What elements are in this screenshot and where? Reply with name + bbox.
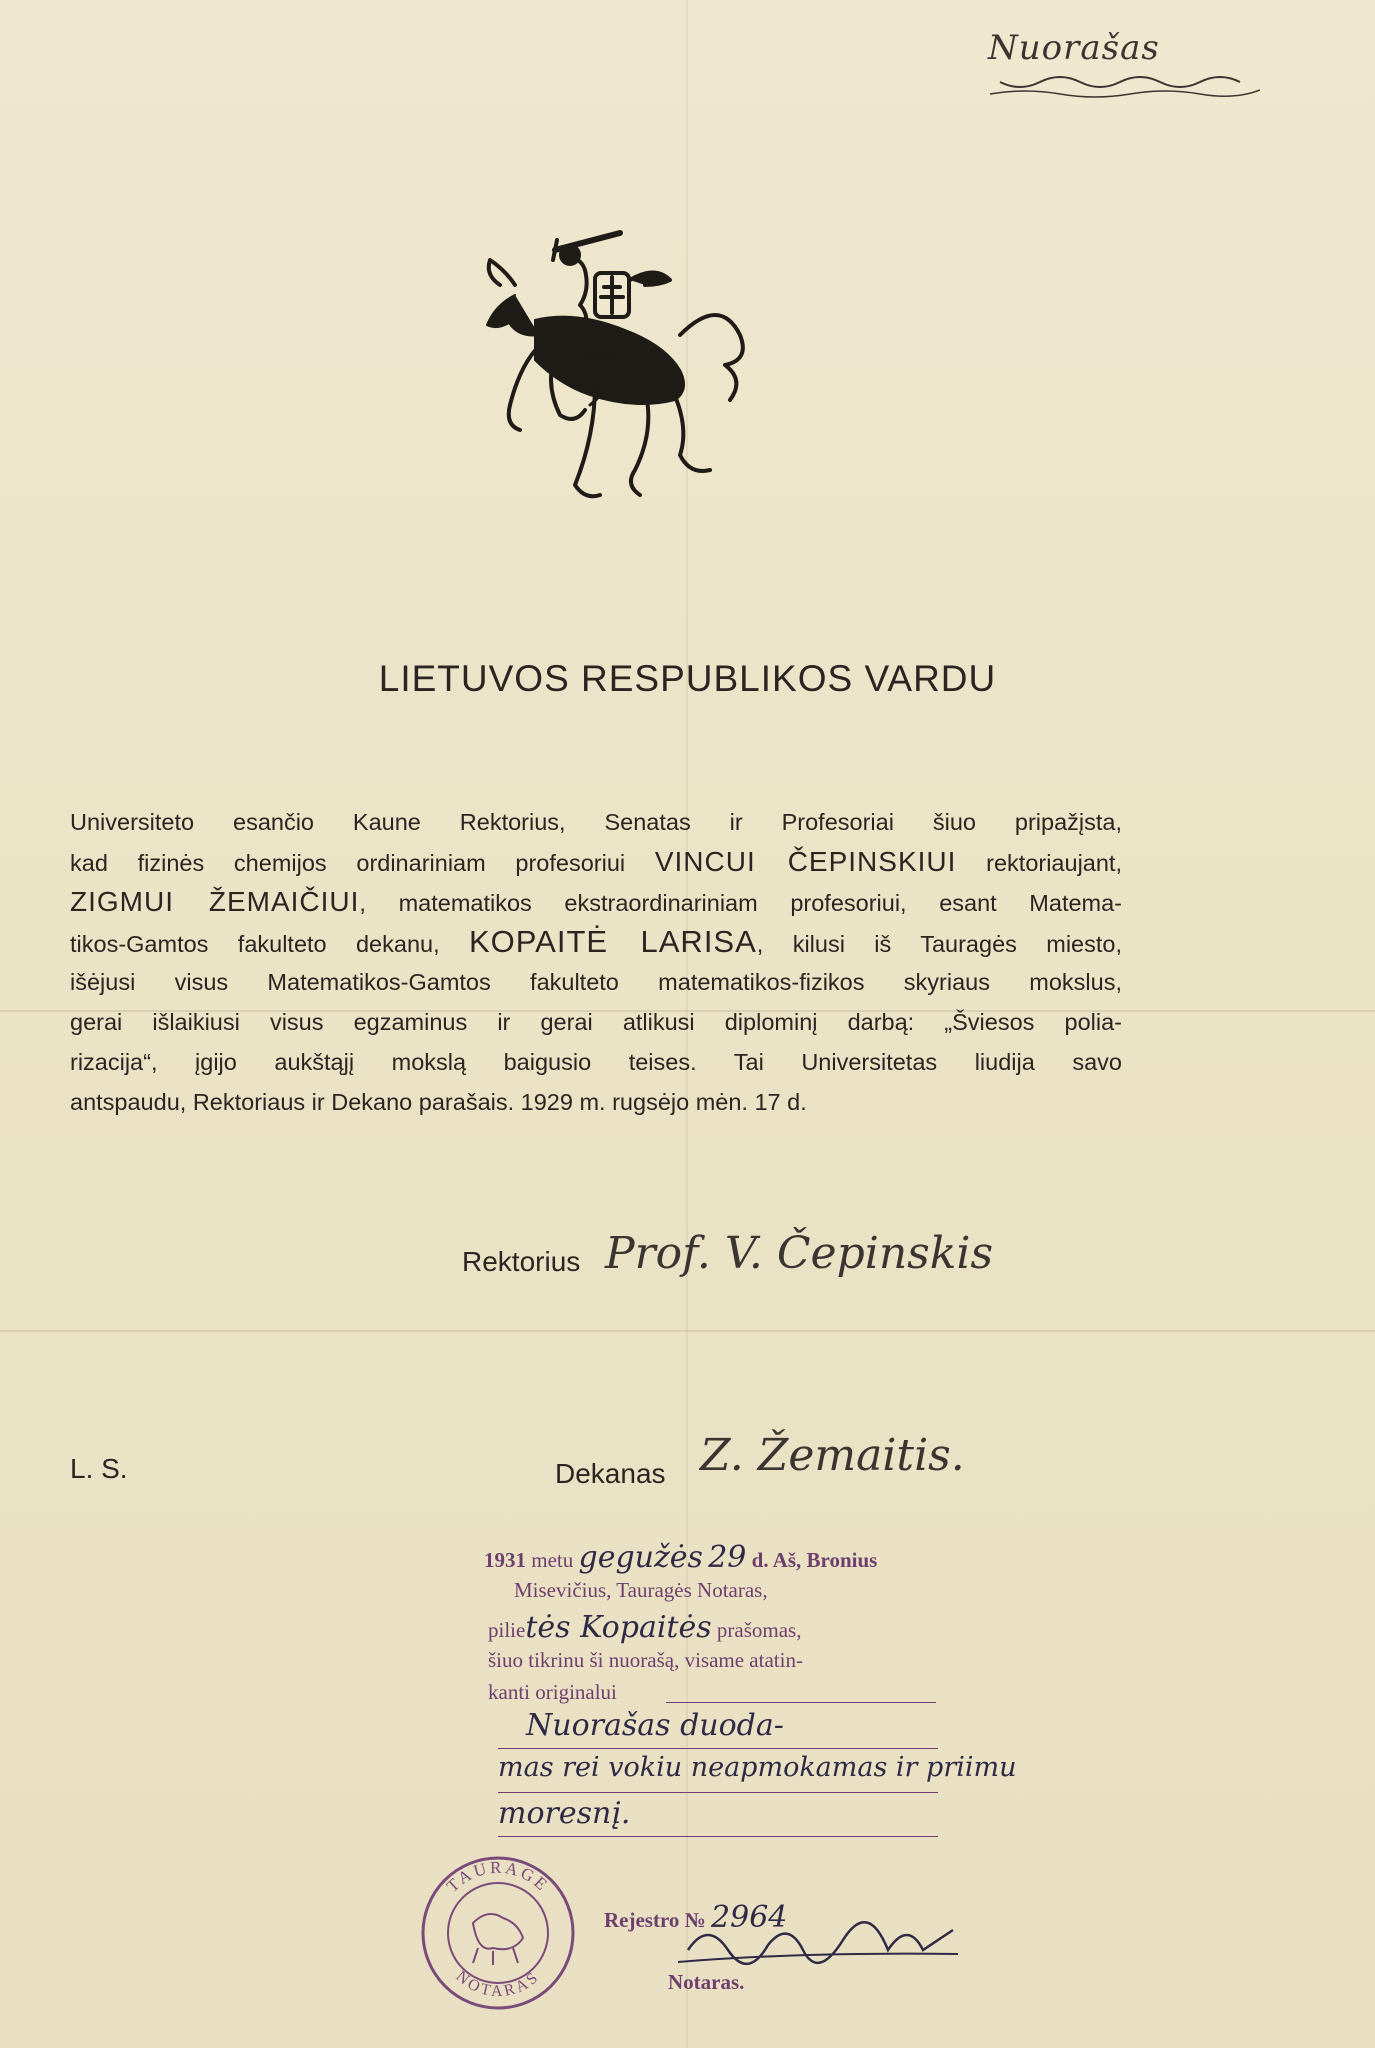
rector-signature: Prof. V. Čepinskis xyxy=(605,1228,994,1279)
body-segment: kad fizinės chemijos ordinariniam profesoriui xyxy=(70,850,626,876)
body-line xyxy=(70,842,1122,882)
stamp-handwritten-note: mas rei vokiu neapmokamas ir priimu xyxy=(498,1752,1017,1783)
graduate-name: KOPAITĖ LARISA xyxy=(469,924,757,959)
stamp-line-5: kanti originalui xyxy=(488,1680,617,1704)
copy-mark-text: Nuorašas xyxy=(988,28,1160,68)
notary-round-seal xyxy=(418,1853,578,2013)
stamp-rule xyxy=(666,1702,936,1703)
body-segment: matematikos ekstraordinariniam profesoriui, esant Matema- xyxy=(398,890,1123,916)
stamp-month-handwritten: gegužės xyxy=(578,1540,703,1575)
body-line: antspaudu, Rektoriaus ir Dekano parašais. 1929 m. rugsėjo mėn. 17 d. xyxy=(70,1089,807,1115)
stamp-text: d. Aš, Bronius xyxy=(751,1548,878,1572)
rector-label: Rektorius xyxy=(462,1246,581,1277)
stamp-year: 1931 xyxy=(484,1548,526,1572)
stamp-line-2: Misevičius, Tauragės Notaras, xyxy=(514,1578,768,1602)
svg-text:TAURAGE xyxy=(443,1858,553,1896)
stamp-line-4: šiuo tikrinu ši nuorašą, visame atatin- xyxy=(488,1648,803,1672)
body-segment: kilusi iš Tauragės miesto, xyxy=(792,931,1123,957)
body-line: išėjusi visus Matematikos-Gamtos fakulteto matematikos-fizikos skyriaus mokslus, xyxy=(70,969,1122,995)
rector-name: VINCUI ČEPINSKIUI xyxy=(654,846,957,877)
seal-top-text: TAURAGE xyxy=(442,1857,554,1896)
body-segment: rektoriaujant, xyxy=(986,850,1122,876)
body-line: tikos-Gamtos fakulteto dekanu, KOPAITĖ LARISA, kilusi iš Tauragės miesto, xyxy=(70,924,1123,959)
seal-emblem-icon xyxy=(418,1853,578,2013)
stamp-rule xyxy=(498,1748,938,1749)
register-number-handwritten: 2964 xyxy=(711,1900,788,1935)
dean-name: ZIGMUI ŽEMAIČIUI xyxy=(70,886,360,917)
stamp-handwritten-note: Nuorašas duoda- xyxy=(526,1708,784,1743)
body-segment: tikos-Gamtos fakulteto dekanu, xyxy=(70,931,440,957)
locus-sigilli-label: L. S. xyxy=(70,1453,128,1484)
seal-bottom-text: NOTARAS xyxy=(452,1967,544,2001)
stamp-line-1 xyxy=(484,1540,877,1575)
stamp-text: prašomas, xyxy=(716,1618,802,1642)
body-line: rizacija“, įgijo aukštąjį mokslą baigusio teises. Tai Universitetas liudija savo xyxy=(70,1049,1122,1075)
stamp-line-3 xyxy=(488,1610,801,1645)
stamp-day-handwritten: 29 xyxy=(708,1540,747,1575)
diploma-body xyxy=(70,802,1122,1122)
stamp-rule xyxy=(498,1792,938,1793)
stamp-rule xyxy=(498,1836,938,1837)
svg-text:NOTARAS xyxy=(453,1968,544,2000)
body-line: ZIGMUI ŽEMAIČIUI, matematikos ekstraordinariniam profesoriui, esant Matema- xyxy=(70,886,1123,917)
stamp-citizen-handwritten: tės Kopaitės xyxy=(525,1610,712,1645)
document-heading: LIETUVOS RESPUBLIKOS VARDU xyxy=(378,658,997,699)
vytis-emblem-icon xyxy=(455,225,755,525)
stamp-text: metu xyxy=(531,1548,574,1572)
body-line: Universiteto esančio Kaune Rektorius, Senatas ir Profesoriai šiuo pripažįsta, xyxy=(70,809,1122,835)
notary-signature-flourish xyxy=(678,1910,978,1970)
stamp-notary-label xyxy=(668,1970,744,1995)
coat-of-arms-vytis xyxy=(455,225,755,525)
dean-label: Dekanas xyxy=(555,1458,666,1489)
register-label: Rejestro № xyxy=(604,1908,706,1932)
body-line: gerai išlaikiusi visus egzaminus ir gerai atlikusi diplominį darbą: „Šviesos polia- xyxy=(70,1009,1122,1035)
stamp-handwritten-note: moresnį. xyxy=(498,1796,631,1831)
notary-label: Notaras. xyxy=(668,1970,745,1994)
stamp-text: pilie xyxy=(488,1618,526,1642)
dean-signature: Z. Žemaitis. xyxy=(700,1430,965,1481)
copy-mark xyxy=(960,22,1260,102)
